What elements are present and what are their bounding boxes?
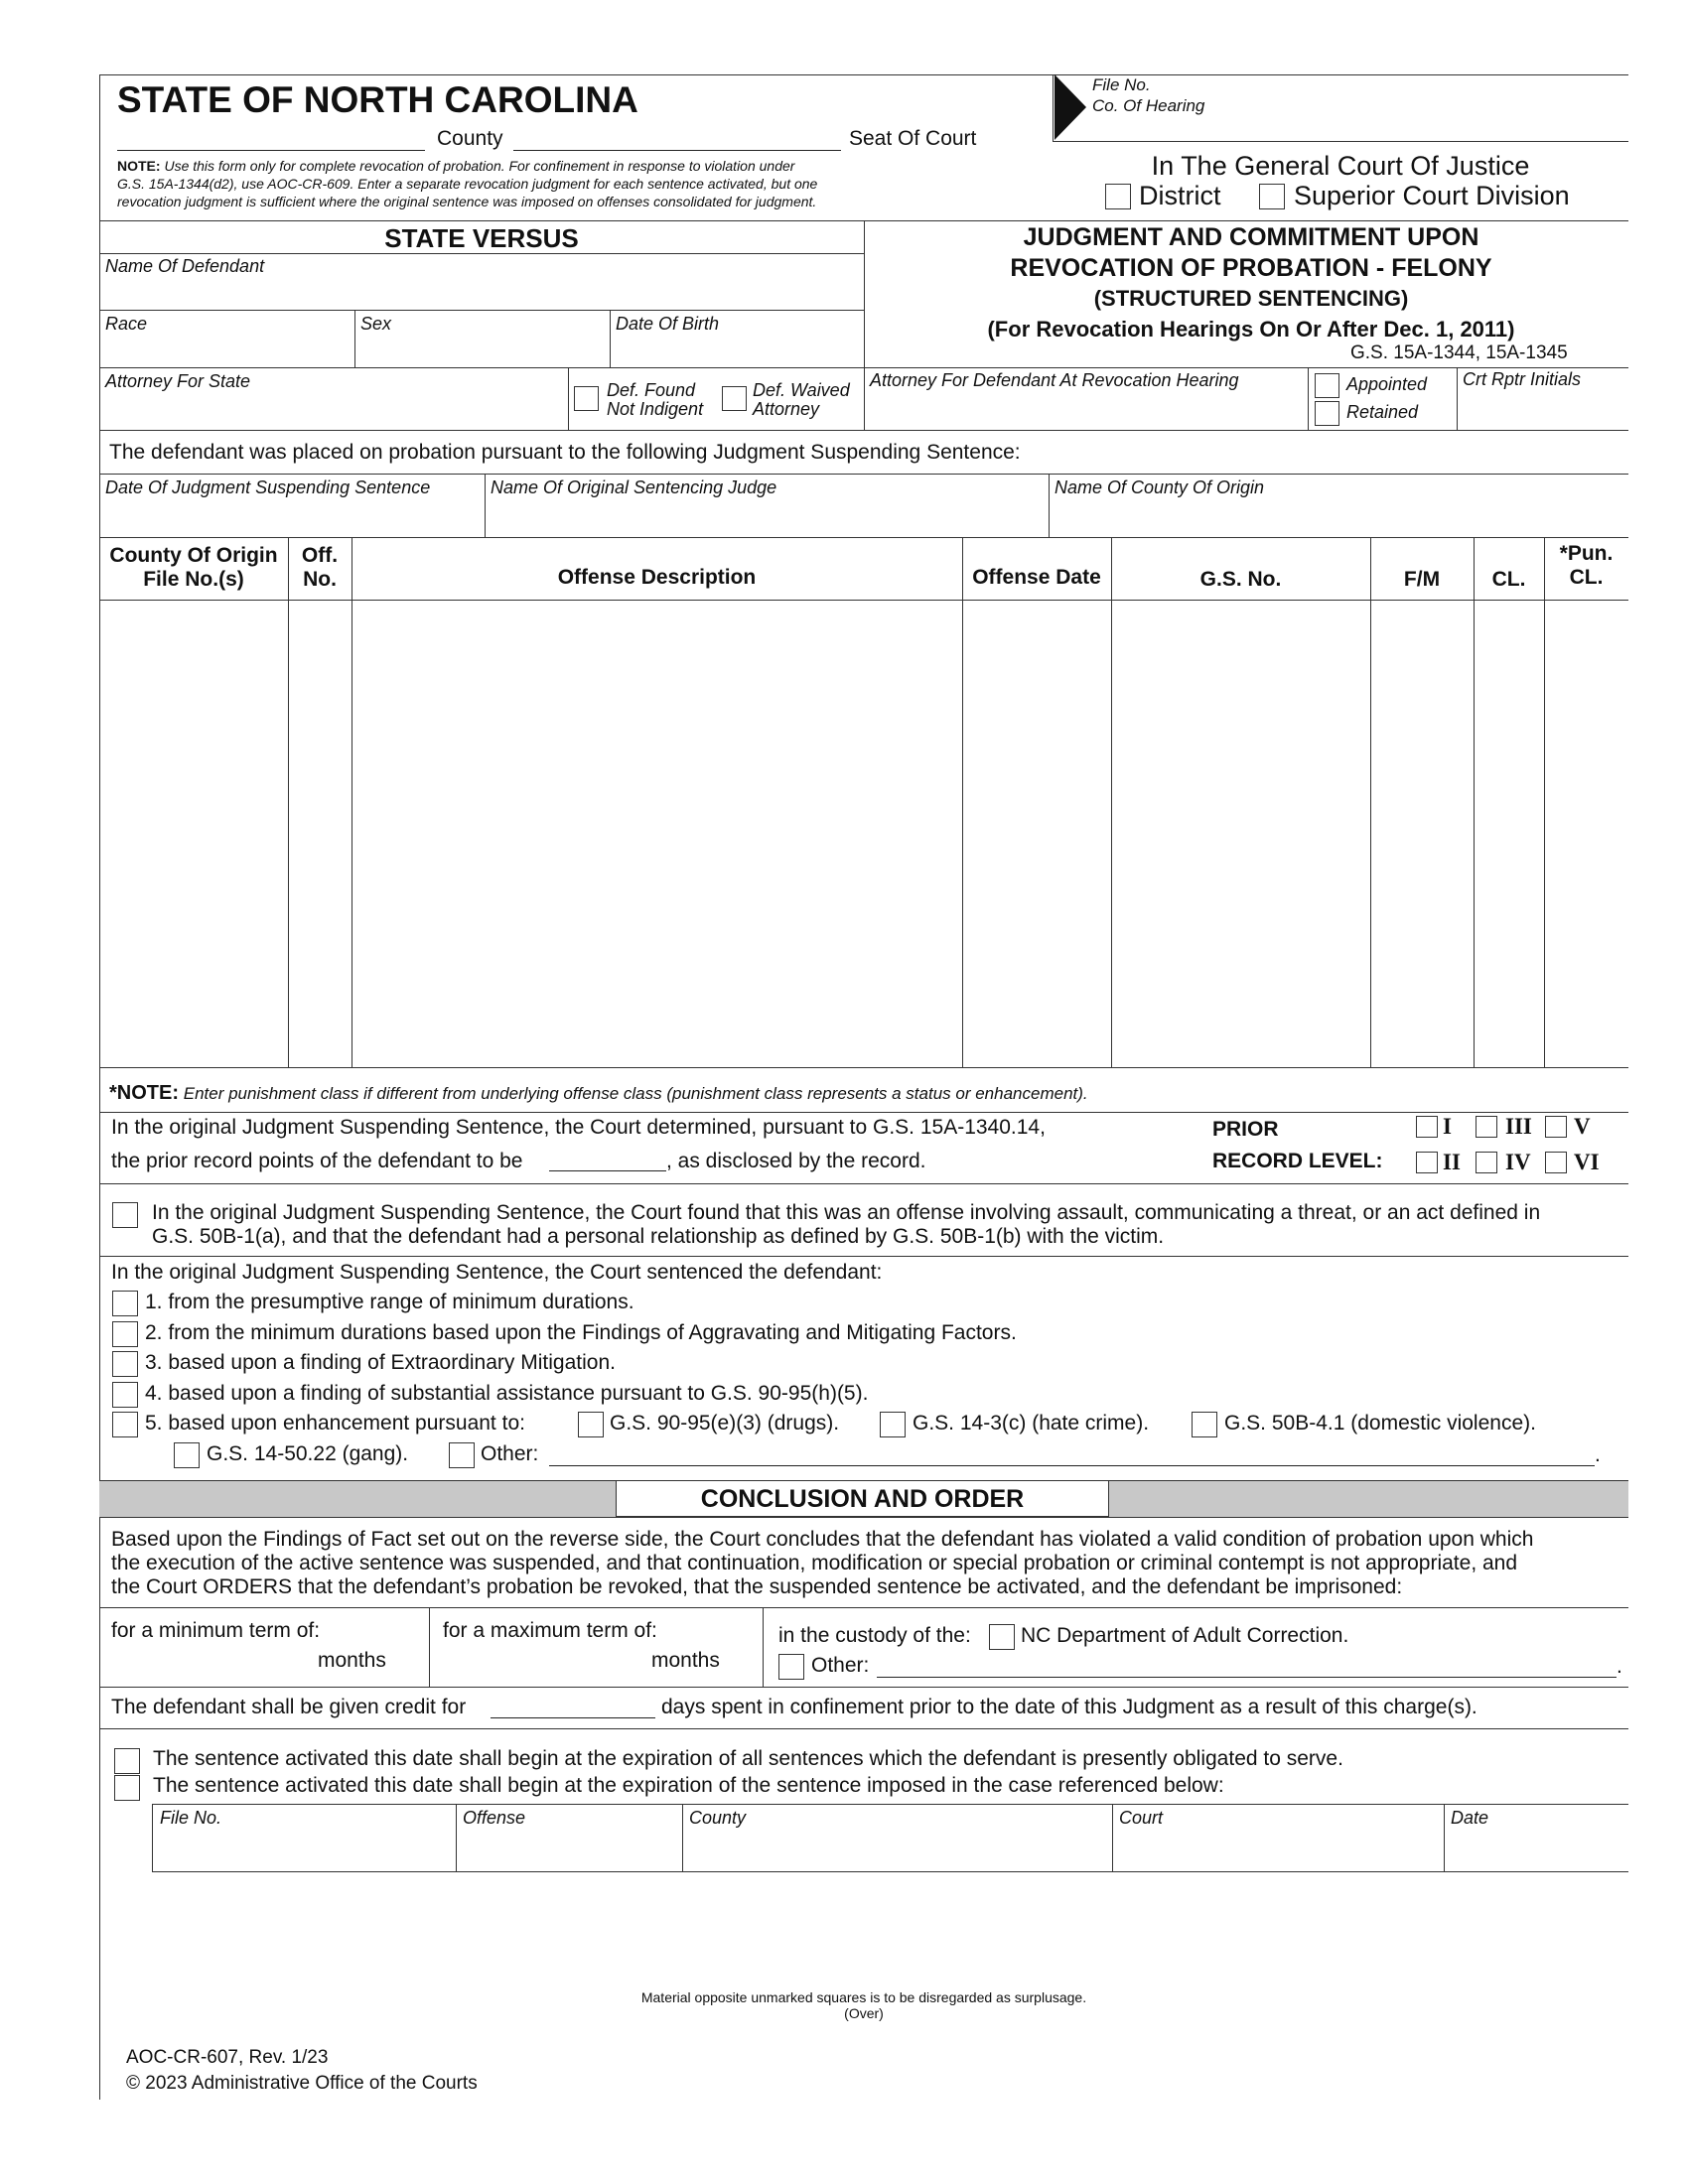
sentenced-5: 5. based upon enhancement pursuant to: [145, 1412, 525, 1434]
surplusage-note: Material opposite unmarked squares is to be disregarded as surplusage. [640, 1989, 1087, 2005]
seat-label: Seat Of Court [849, 127, 977, 150]
term-top [99, 1607, 1628, 1608]
col-offense-description: Offense Description [557, 566, 757, 589]
top-border [99, 74, 1053, 75]
atty-div4 [1457, 367, 1458, 430]
title-line2: REVOCATION OF PROBATION - FELONY [1010, 254, 1492, 282]
atty-div1 [568, 367, 569, 430]
note-line1: Use this form only for complete revocation of probation. For confinement in response to violation under [164, 158, 795, 174]
col-fm: F/M [1403, 568, 1441, 591]
prior-line2a: the prior record points of the defendant to be [111, 1150, 523, 1172]
sentenced-1-checkbox[interactable] [112, 1291, 138, 1316]
begin2-text: The sentence activated this date shall begin at the expiration of the sentence imposed in the case referenced below: [153, 1774, 1224, 1797]
sentenced-3: 3. based upon a finding of Extraordinary Mitigation. [145, 1351, 616, 1374]
county-origin-label: Name Of County Of Origin [1055, 478, 1265, 497]
level-iii-checkbox[interactable] [1476, 1116, 1497, 1138]
hate-label: G.S. 14-3(c) (hate crime). [913, 1412, 1150, 1434]
atty-div2 [864, 367, 865, 430]
off-col1 [288, 537, 289, 1067]
title-line1: JUDGMENT AND COMMITMENT UPON [1023, 223, 1479, 251]
col-cl: CL. [1491, 568, 1526, 591]
dv-checkbox[interactable] [1192, 1412, 1217, 1437]
col-offense-date: Offense Date [972, 566, 1101, 589]
def-found-checkbox[interactable] [574, 386, 599, 411]
col2-l2: No. [303, 568, 337, 591]
hate-checkbox[interactable] [880, 1412, 906, 1437]
begin1-text: The sentence activated this date shall begin at the expiration of all sentences which the defendant is presently obligated to serve. [153, 1747, 1343, 1770]
ref-offense-label: Offense [463, 1808, 526, 1828]
assault-line1: In the original Judgment Suspending Sentence, the Court found that this was an offense involving assault, communicating a threat, or an act defined in [152, 1201, 1541, 1224]
custody-other-label: Other: [811, 1654, 870, 1677]
conclusion-bar-right [1109, 1480, 1628, 1517]
dv-label: G.S. 50B-4.1 (domestic violence). [1224, 1412, 1536, 1434]
row-attorney-bottom [99, 430, 1628, 431]
caption-mid [864, 220, 865, 367]
left-border [99, 74, 100, 2100]
county-label: County [437, 127, 503, 150]
min-months: months [318, 1649, 386, 1672]
def-waived-checkbox[interactable] [722, 386, 747, 411]
sentenced-other-label: Other: [481, 1442, 539, 1465]
conclusion-p1: Based upon the Findings of Fact set out on the reverse side, the Court concludes that the defendant has violated a valid condition of probation upon which [111, 1528, 1534, 1551]
retained-label: Retained [1346, 402, 1419, 422]
level-v-checkbox[interactable] [1545, 1116, 1567, 1138]
copyright: © 2023 Administrative Office of the Courts [126, 2073, 478, 2094]
begin1-checkbox[interactable] [114, 1748, 140, 1774]
nc-doc-label: NC Department of Adult Correction. [1021, 1624, 1349, 1647]
prior-label: PRIOR [1212, 1118, 1279, 1141]
col2-l1: Off. [301, 544, 339, 567]
atty-div3 [1308, 367, 1309, 430]
state-title: STATE OF NORTH CAROLINA [117, 79, 638, 120]
gang-checkbox[interactable] [174, 1442, 200, 1468]
sentenced-other-period: . [1595, 1443, 1601, 1466]
date-judgment-label: Date Of Judgment Suspending Sentence [105, 478, 431, 497]
sentenced-2: 2. from the minimum durations based upon the Findings of Aggravating and Mitigating Factors. [145, 1321, 1017, 1344]
level-vi: VI [1574, 1150, 1600, 1174]
nc-doc-checkbox[interactable] [989, 1624, 1015, 1650]
prior-bottom [99, 1183, 1628, 1184]
sv-underline [99, 253, 864, 254]
level-iv-checkbox[interactable] [1476, 1152, 1497, 1173]
max-term-label: for a maximum term of: [443, 1619, 657, 1642]
conclusion-bottom [99, 1517, 1628, 1518]
race-label: Race [105, 314, 148, 334]
min-term-label: for a minimum term of: [111, 1619, 321, 1642]
level-i: I [1443, 1114, 1452, 1139]
file-arrow-icon [1055, 74, 1086, 140]
offense-header-bottom [99, 600, 1628, 601]
level-v: V [1574, 1114, 1591, 1139]
prob-row-bottom [99, 537, 1628, 538]
ref-div3 [1112, 1804, 1113, 1871]
credit-a: The defendant shall be given credit for [111, 1696, 467, 1718]
custody-other-line [877, 1677, 1617, 1678]
appointed-checkbox[interactable] [1315, 373, 1339, 398]
sentenced-1: 1. from the presumptive range of minimum durations. [145, 1291, 634, 1313]
file-box-bottom [1053, 141, 1628, 142]
sentenced-other-line [549, 1465, 1595, 1466]
ref-div2 [682, 1804, 683, 1871]
custody-other-period: . [1617, 1655, 1622, 1678]
form-number: AOC-CR-607, Rev. 1/23 [126, 2047, 329, 2068]
district-label: District [1139, 181, 1221, 210]
name-label: Name Of Defendant [105, 256, 265, 276]
file-no-label: File No. [1092, 75, 1151, 94]
pun-note-text: Enter punishment class if different from underlying offense class (punishment class represents a status or enhancement). [183, 1084, 1088, 1103]
judge-label: Name Of Original Sentencing Judge [491, 478, 777, 497]
sentenced-intro: In the original Judgment Suspending Sentence, the Court sentenced the defendant: [111, 1261, 883, 1284]
ref-file-label: File No. [160, 1808, 222, 1828]
level-i-checkbox[interactable] [1416, 1116, 1438, 1138]
def-waived-1: Def. Waived [753, 380, 850, 400]
def-waived-2: Attorney [753, 399, 820, 419]
off-col5 [1370, 537, 1371, 1067]
crt-rptr-label: Crt Rptr Initials [1463, 369, 1582, 389]
seat-line [513, 150, 841, 151]
drugs-label: G.S. 90-95(e)(3) (drugs). [610, 1412, 840, 1434]
ref-bottom [152, 1871, 1628, 1872]
ref-top [152, 1804, 1628, 1805]
probation-intro: The defendant was placed on probation pursuant to the following Judgment Suspending Sentence: [109, 441, 1021, 464]
prior-points-line [549, 1170, 666, 1171]
record-level-label: RECORD LEVEL: [1212, 1150, 1383, 1172]
off-col6 [1474, 537, 1475, 1067]
ref-court-label: Court [1119, 1808, 1164, 1828]
name-bottom [99, 310, 864, 311]
col-pun-cl [1544, 542, 1628, 590]
term-bottom [99, 1687, 1628, 1688]
header-note [117, 157, 971, 210]
sentenced-4-checkbox[interactable] [112, 1382, 138, 1408]
race-div [354, 310, 355, 367]
sentenced-2-checkbox[interactable] [112, 1321, 138, 1347]
title-line4: (For Revocation Hearings On Or After Dec. 1, 2011) [987, 317, 1515, 341]
level-ii-checkbox[interactable] [1416, 1152, 1438, 1173]
credit-days-line [491, 1717, 655, 1718]
court-line: In The General Court Of Justice [1151, 151, 1530, 181]
level-ii: II [1443, 1150, 1461, 1174]
pun-note-bold: *NOTE: [109, 1082, 179, 1104]
sex-label: Sex [360, 314, 392, 334]
assault-checkbox[interactable] [112, 1202, 138, 1228]
col8-l1: *Pun. [1559, 542, 1614, 565]
sentenced-other-checkbox[interactable] [449, 1442, 475, 1468]
prob-div2 [1049, 474, 1050, 537]
prior-line1: In the original Judgment Suspending Sentence, the Court determined, pursuant to G.S. 15A-1340.14, [111, 1116, 1046, 1139]
ref-county-label: County [689, 1808, 747, 1828]
offense-table-bottom [99, 1067, 1628, 1068]
max-months: months [651, 1649, 720, 1672]
custody-label: in the custody of the: [778, 1624, 971, 1647]
retained-checkbox[interactable] [1315, 401, 1339, 426]
level-iii: III [1505, 1114, 1532, 1139]
ref-left [152, 1804, 153, 1871]
def-found-1: Def. Found [607, 380, 696, 400]
level-vi-checkbox[interactable] [1545, 1152, 1567, 1173]
title-line3: (STRUCTURED SENTENCING) [1093, 286, 1409, 311]
term-div2 [763, 1607, 764, 1687]
co-hearing-label: Co. Of Hearing [1092, 96, 1205, 115]
def-found-2: Not Indigent [607, 399, 704, 419]
off-col7 [1544, 537, 1545, 1067]
off-col3 [962, 537, 963, 1067]
note-bold: NOTE: [117, 158, 161, 174]
assault-line2: G.S. 50B-1(a), and that the defendant had a personal relationship as defined by G.S. 50B-1(b) with the victim. [152, 1225, 1165, 1248]
assault-bottom [99, 1256, 1628, 1257]
title-statute: G.S. 15A-1344, 15A-1345 [1350, 342, 1568, 363]
conclusion-p3: the Court ORDERS that the defendant’s probation be revoked, that the suspended sentence be activated, and the defendant be imprisoned: [111, 1575, 1403, 1598]
gang-label: G.S. 14-50.22 (gang). [207, 1442, 409, 1465]
note-line3: revocation judgment is sufficient where the original sentence was imposed on offenses consolidated for judgment. [117, 194, 817, 209]
appointed-label: Appointed [1346, 374, 1428, 394]
conclusion-bar-left [99, 1480, 616, 1517]
drugs-checkbox[interactable] [578, 1412, 604, 1437]
conclusion-heading: CONCLUSION AND ORDER [616, 1480, 1109, 1517]
district-checkbox[interactable] [1105, 184, 1131, 209]
note-bottom [99, 1112, 1628, 1113]
pun-note [109, 1082, 1088, 1105]
dob-label: Date Of Birth [616, 314, 720, 334]
ref-div1 [456, 1804, 457, 1871]
col-county-file [99, 544, 288, 592]
ref-date-label: Date [1451, 1808, 1489, 1828]
county-line [117, 150, 425, 151]
attorney-def-label: Attorney For Defendant At Revocation Hearing [870, 370, 1239, 390]
level-iv: IV [1505, 1150, 1531, 1174]
term-div1 [429, 1607, 430, 1687]
col1-l1: County Of Origin [109, 544, 278, 567]
sentenced-4: 4. based upon a finding of substantial assistance pursuant to G.S. 90-95(h)(5). [145, 1382, 869, 1405]
sentenced-3-checkbox[interactable] [112, 1351, 138, 1377]
col1-l2: File No.(s) [143, 568, 244, 591]
credit-b: days spent in confinement prior to the date of this Judgment as a result of this charge(s). [661, 1696, 1477, 1718]
conclusion-p2: the execution of the active sentence was suspended, and that continuation, modification or special probation or criminal contempt is not appropriate, and [111, 1552, 1518, 1574]
note-line2: G.S. 15A-1344(d2), use AOC-CR-609. Enter a separate revocation judgment for each sentence activated, but one [117, 176, 818, 192]
col-off-no [288, 544, 352, 592]
col-gs-no: G.S. No. [1199, 568, 1282, 591]
prob-row-top [99, 474, 1628, 475]
prior-line2b: , as disclosed by the record. [666, 1150, 926, 1172]
col8-l2: CL. [1569, 566, 1604, 589]
sentenced-5-checkbox[interactable] [112, 1412, 138, 1437]
attorney-state-label: Attorney For State [105, 371, 251, 391]
ref-div4 [1444, 1804, 1445, 1871]
off-col4 [1111, 537, 1112, 1067]
prob-div1 [485, 474, 486, 537]
state-versus: STATE VERSUS [384, 223, 579, 253]
credit-bottom [99, 1728, 1628, 1729]
superior-label: Superior Court Division [1294, 181, 1570, 210]
sex-div [610, 310, 611, 367]
conclusion-top [99, 1480, 1628, 1481]
begin2-checkbox[interactable] [114, 1775, 140, 1801]
over-note: (Over) [844, 2005, 884, 2021]
custody-other-checkbox[interactable] [778, 1654, 804, 1680]
file-box-left [1053, 74, 1054, 142]
superior-checkbox[interactable] [1259, 184, 1285, 209]
